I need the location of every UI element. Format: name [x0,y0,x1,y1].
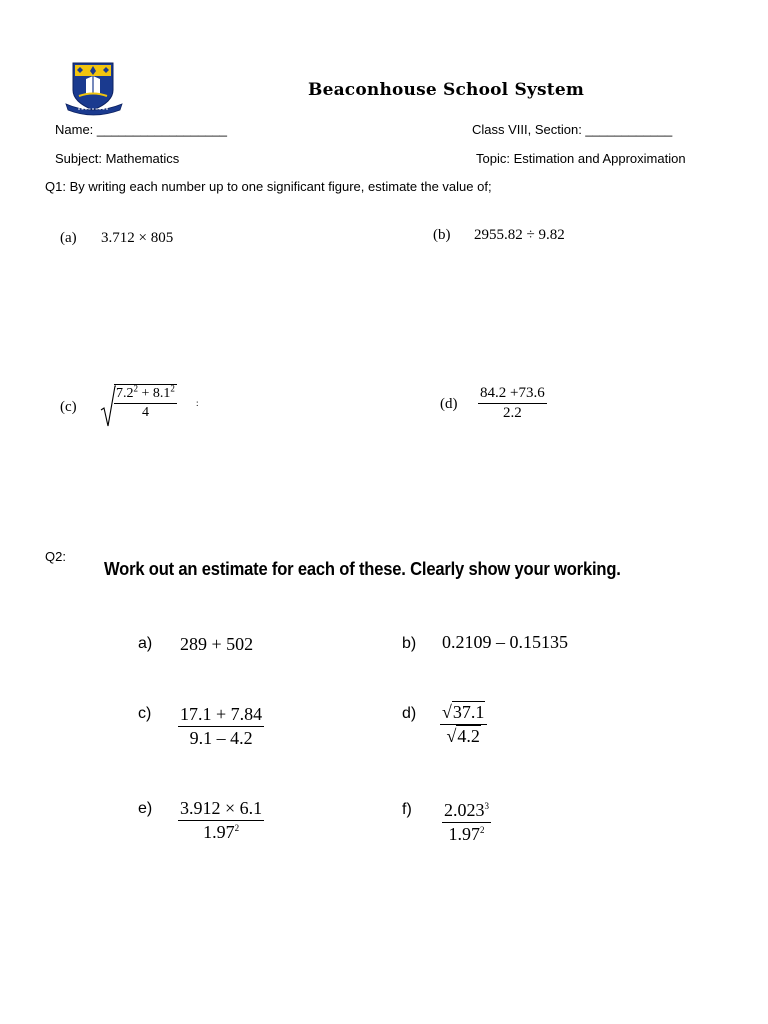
q2-c-denominator: 9.1 – 4.2 [189,728,253,748]
name-field-label: Name: __________________ [55,122,228,137]
q1-d-numerator: 84.2 +73.6 [478,385,547,404]
q2-e-den-exp: 2 [234,823,240,833]
q2-f-num-base: 2.023 [444,800,485,820]
q1-d-label: (d) [440,396,458,412]
topic-label: Topic: Estimation and Approximation [476,151,686,166]
school-logo [64,60,124,116]
q2-d-denominator: 4.2 [457,726,480,746]
q2-c-expression [178,704,264,749]
q2-f-num-exp: 3 [484,801,489,811]
q2-label: Q2: [45,549,66,564]
q2-instruction: Work out an estimate for each of these. Clearly show your working. [104,559,621,579]
q2-a-label: a) [138,635,153,652]
q1-c-term-b: 8.1 [152,386,171,401]
q2-c-label: c) [138,705,152,722]
q1-c-label: (c) [60,399,77,415]
q2-b-expression: 0.2109 – 0.15135 [442,632,568,652]
q2-f-expression [442,800,491,845]
q1-c-term-a: 7.2 [116,386,134,401]
q1-c-trailing-mark: : [196,398,199,408]
q2-f-den-base: 1.97 [448,824,480,844]
school-name: Beaconhouse School System [308,80,585,100]
q2-c-numerator: 17.1 + 7.84 [178,704,264,727]
q1-d-denominator: 2.2 [502,405,522,421]
q2-a-expression: 289 + 502 [180,634,254,654]
q2-d-label: d) [402,705,417,722]
q1-c-denominator: 4 [141,405,149,420]
q1-c-plus: + [138,386,153,401]
q1-a-expression: 3.712 × 805 [101,230,174,246]
q1-b-expression: 2955.82 ÷ 9.82 [474,227,565,243]
q1-b-label: (b) [433,227,451,243]
q1-d-expression [478,385,547,422]
q2-f-label: f) [402,801,412,818]
q2-f-den-exp: 2 [480,825,485,835]
q2-d-expression [440,702,487,747]
q2-d-numerator: 37.1 [452,702,485,722]
subject-label: Subject: Mathematics [55,151,180,166]
sqrt-icon: √ [446,726,457,746]
class-section-label: Class VIII, Section: ____________ [472,122,673,137]
sqrt-icon: √ [442,702,452,722]
q1-c-exp-a: 2 [133,383,138,394]
q2-e-den-base: 1.97 [203,822,235,842]
q2-e-numerator: 3.912 × 6.1 [178,798,264,821]
q1-a-label: (a) [60,230,77,246]
q1-c-exp-b: 2 [170,383,175,394]
q2-e-label: e) [138,800,153,817]
q2-b-label: b) [402,635,417,652]
q1-prompt: Q1: By writing each number up to one significant figure, estimate the value of; [45,179,492,194]
q2-e-expression [178,798,264,843]
